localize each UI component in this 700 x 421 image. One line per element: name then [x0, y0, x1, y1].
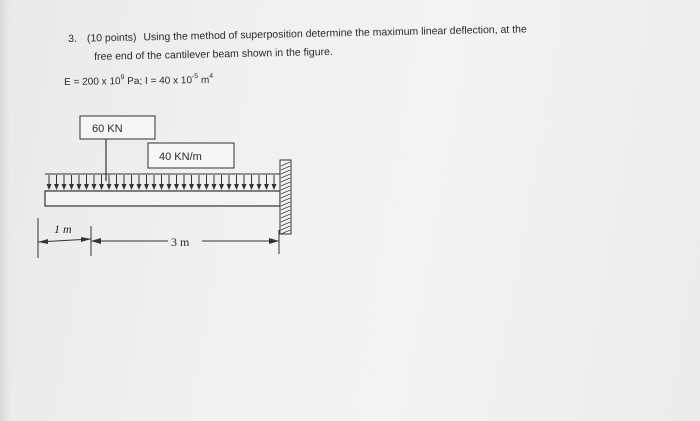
load-arrow-head — [114, 184, 119, 190]
load-arrow-head — [107, 184, 112, 190]
load-arrow-head — [227, 184, 232, 190]
load-arrow-head — [92, 184, 97, 190]
problem-points: (10 points) — [86, 31, 137, 45]
load-arrow-head — [204, 184, 209, 190]
load-arrow-head — [249, 184, 254, 190]
inertia-unit: m — [198, 74, 210, 87]
load-arrow-head — [159, 184, 164, 190]
load-arrow-head — [234, 184, 239, 190]
load-arrow-head — [197, 184, 202, 190]
load-arrow-head — [69, 184, 74, 190]
load-arrow-head — [144, 184, 149, 190]
load-arrow-head — [219, 184, 224, 190]
dim-left-label: 1 m — [54, 222, 72, 236]
load-arrow-head — [257, 184, 262, 190]
load-arrow-head — [182, 184, 187, 190]
beam — [45, 191, 280, 206]
distributed-load-arrows — [47, 175, 277, 190]
inertia-exponent: -5 — [191, 73, 199, 81]
load-arrow-head — [62, 184, 67, 190]
problem-text-2: free end of the cantilever beam shown in the figure. — [94, 46, 333, 63]
load-arrow-head — [152, 184, 157, 190]
load-arrow-head — [137, 184, 142, 190]
load-arrow-head — [174, 184, 179, 190]
load-arrow-head — [167, 184, 172, 190]
dim-arrowhead — [269, 238, 279, 244]
load-arrow-head — [129, 184, 134, 190]
load-arrow-head — [99, 184, 104, 190]
load-arrow-head — [212, 184, 217, 190]
load-arrow-head — [242, 184, 247, 190]
load-arrow-head — [54, 184, 59, 190]
dim-right-label: 3 m — [171, 235, 190, 249]
load-arrow-head — [122, 184, 127, 190]
problem-number: 3. — [68, 32, 78, 45]
load-arrow-head — [47, 184, 52, 190]
point-load-label: 60 KN — [92, 123, 123, 135]
modulus-label: E = 200 x 10 — [64, 76, 121, 88]
inertia-unit-exponent: 4 — [209, 72, 214, 80]
dim-arrowhead — [91, 238, 101, 244]
load-arrow-head — [77, 184, 82, 190]
problem-text-1: Using the method of superposition determine the maximum linear deflection, at the — [143, 23, 527, 44]
load-arrow-head — [189, 184, 194, 190]
inertia-label: Pa; I = 40 x 10 — [124, 75, 193, 88]
fixed-support-wall — [280, 160, 291, 234]
load-arrow-head — [84, 184, 89, 190]
load-arrow-head — [264, 184, 269, 190]
modulus-exponent: 9 — [120, 74, 125, 82]
distributed-load-label: 40 KN/m — [159, 151, 202, 163]
load-arrow-head — [272, 184, 277, 190]
